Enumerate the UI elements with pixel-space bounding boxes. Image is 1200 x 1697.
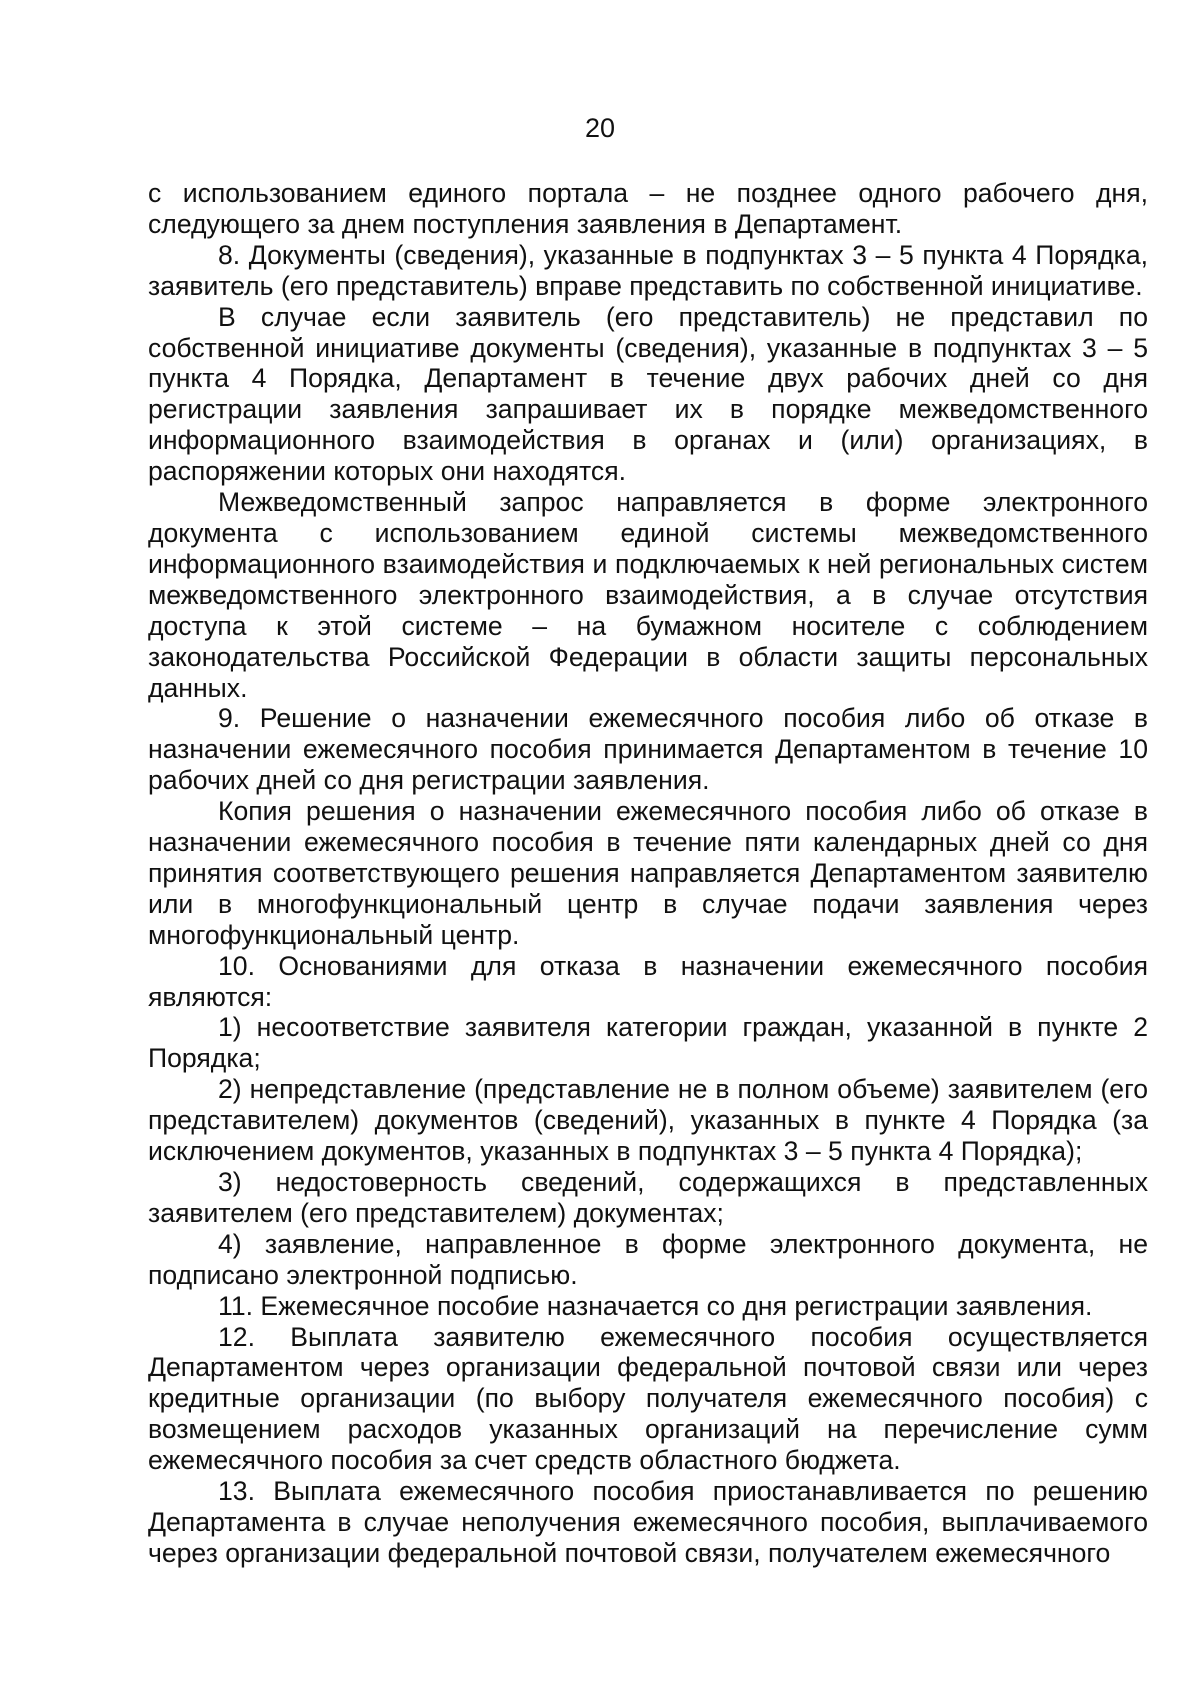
paragraph-refusal-ground-3: 3) недостоверность сведений, содержащихся в представленных заявителем (его представителем) документах; [148, 1167, 1148, 1228]
paragraph-refusal-ground-1: 1) несоответствие заявителя категории граждан, указанной в пункте 2 Порядка; [148, 1012, 1148, 1074]
paragraph-refusal-ground-2: 2) непредставление (представление не в полном объеме) заявителем (его представителем) документов (сведений), указанных в пункте 4 Порядка (за исключением документов, указанных в подпунктах 3 – 5 пункта 4 Порядка); [148, 1074, 1148, 1167]
document-body [148, 178, 1148, 1569]
paragraph-item-9: 9. Решение о назначении ежемесячного пособия либо об отказе в назначении ежемесячного пособия принимается Департаментом в течение 10 рабочих дней со дня регистрации заявления. [148, 703, 1148, 796]
paragraph-item-8: 8. Документы (сведения), указанные в подпунктах 3 – 5 пункта 4 Порядка, заявитель (его представитель) вправе представить по собственной инициативе. [148, 239, 1148, 301]
paragraph-item-10: 10. Основаниями для отказа в назначении ежемесячного пособия являются: [148, 950, 1148, 1012]
paragraph-decision-copy: Копия решения о назначении ежемесячного пособия либо об отказе в назначении ежемесячного пособия в течение пяти календарных дней со дня принятия соответствующего решения направляется Департаментом заявителю или в многофункциональный центр в случае подачи заявления через многофункциональный центр. [148, 796, 1148, 950]
paragraph-refusal-ground-4: 4) заявление, направленное в форме электронного документа, не подписано электронной подписью. [148, 1228, 1148, 1290]
paragraph-interagency-request: Межведомственный запрос направляется в форме электронного документа с использованием единой системы межведомственного информационного взаимодействия и подключаемых к ней региональных систем межведомственного электронного взаимодействия, а в случае отсутствия доступа к этой системе – на бумажном носителе с соблюдением законодательства Российской Федерации в области защиты персональных данных. [148, 487, 1148, 703]
paragraph-item-11: 11. Ежемесячное пособие назначается со дня регистрации заявления. [218, 1290, 1093, 1321]
paragraph-continuation: с использованием единого портала – не позднее одного рабочего дня, следующего за днем поступления заявления в Департамент. [148, 178, 1148, 239]
page-number: 20 [584, 113, 616, 143]
paragraph-item-8-request: В случае если заявитель (его представитель) не представил по собственной инициативе документы (сведения), указанные в подпунктах 3 – 5 пункта 4 Порядка, Департамент в течение двух рабочих дней со дня регистрации заявления запрашивает их в порядке межведомственного информационного взаимодействия в органах и (или) организациях, в распоряжении которых они находятся. [148, 301, 1148, 487]
paragraph-item-13: 13. Выплата ежемесячного пособия приостанавливается по решению Департамента в случае неполучения ежемесячного пособия, выплачиваемого через организации федеральной почтовой связи, получателем ежемесячного [148, 1476, 1148, 1568]
paragraph-item-12: 12. Выплата заявителю ежемесячного пособия осуществляется Департаментом через организации федеральной почтовой связи или через кредитные организации (по выбору получателя ежемесячного пособия) с возмещением расходов указанных организаций на перечисление сумм ежемесячного пособия за счет средств областного бюджета. [148, 1321, 1148, 1476]
